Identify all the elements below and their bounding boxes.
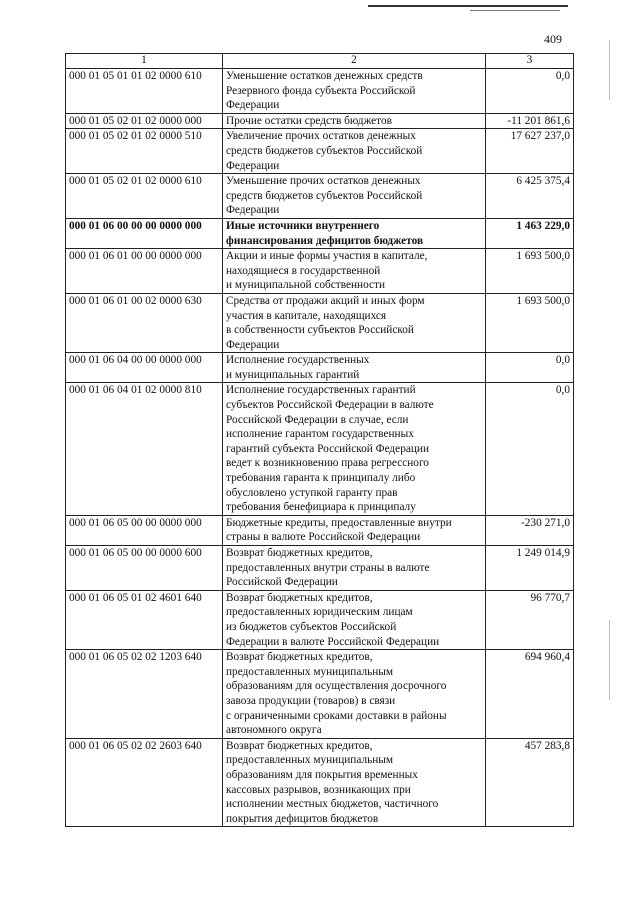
table-row (66, 129, 574, 174)
row-name: Иные источники внутреннего финансирования дефицитов бюджетов (223, 218, 486, 248)
row-code: 000 01 06 04 01 02 0000 810 (66, 383, 223, 515)
table-row (66, 650, 574, 739)
row-name: Исполнение государственных и муниципальных гарантий (223, 353, 486, 383)
row-code: 000 01 05 02 01 02 0000 610 (66, 174, 223, 219)
row-code: 000 01 06 05 02 02 2603 640 (66, 738, 223, 827)
table-row (66, 293, 574, 352)
row-name: Средства от продажи акций и иных форм участия в капитале, находящихся в собственности субъектов Российской Федерации (223, 293, 486, 352)
table-row (66, 546, 574, 591)
row-code: 000 01 06 00 00 00 0000 000 (66, 218, 223, 248)
row-code: 000 01 06 05 00 00 0000 600 (66, 546, 223, 591)
row-name: Возврат бюджетных кредитов, предоставленных внутри страны в валюте Российской Федерации (223, 546, 486, 591)
row-value: -230 271,0 (486, 515, 574, 545)
row-name: Прочие остатки средств бюджетов (223, 113, 486, 129)
row-name: Исполнение государственных гарантий субъектов Российской Федерации в валюте Российской Федерации в случае, если исполнение гарантом государственных гарантий субъекта Российской Федерации ведет к возникновению права регрессного требования гаранта к принципалу либо обусловлено уступкой гаранту прав требования бенефициара к принципалу (223, 383, 486, 515)
row-value: 17 627 237,0 (486, 129, 574, 174)
column-header-code: 1 (66, 54, 223, 69)
row-code: 000 01 06 05 02 02 1203 640 (66, 650, 223, 739)
top-rule-thin (470, 10, 560, 11)
row-value: 0,0 (486, 383, 574, 515)
row-name: Уменьшение прочих остатков денежных средств бюджетов субъектов Российской Федерации (223, 174, 486, 219)
row-value: 6 425 375,4 (486, 174, 574, 219)
top-rule (368, 5, 568, 7)
row-value: 96 770,7 (486, 590, 574, 649)
row-value: 457 283,8 (486, 738, 574, 827)
row-code: 000 01 05 02 01 02 0000 000 (66, 113, 223, 129)
table-body (66, 69, 574, 827)
row-name: Бюджетные кредиты, предоставленные внутри страны в валюте Российской Федерации (223, 515, 486, 545)
column-header-name: 2 (223, 54, 486, 69)
row-name: Увеличение прочих остатков денежных средств бюджетов субъектов Российской Федерации (223, 129, 486, 174)
table-row (66, 515, 574, 545)
row-code: 000 01 06 05 01 02 4601 640 (66, 590, 223, 649)
table-row (66, 174, 574, 219)
scan-edge-mark (609, 620, 610, 700)
row-code: 000 01 06 04 00 00 0000 000 (66, 353, 223, 383)
row-name: Возврат бюджетных кредитов, предоставленных муниципальным образованиям для осуществления досрочного завоза продукции (товаров) в связи с ограниченными сроками доставки в районы автономного округа (223, 650, 486, 739)
row-code: 000 01 06 05 00 00 0000 000 (66, 515, 223, 545)
row-value: 1 693 500,0 (486, 249, 574, 294)
row-value: 0,0 (486, 69, 574, 114)
row-code: 000 01 06 01 00 02 0000 630 (66, 293, 223, 352)
table-row (66, 113, 574, 129)
row-value: 1 693 500,0 (486, 293, 574, 352)
column-header-value: 3 (486, 54, 574, 69)
table-row (66, 249, 574, 294)
table-row (66, 69, 574, 114)
row-name: Акции и иные формы участия в капитале, находящиеся в государственной и муниципальной собственности (223, 249, 486, 294)
table-row (66, 383, 574, 515)
row-value: 0,0 (486, 353, 574, 383)
row-value: 694 960,4 (486, 650, 574, 739)
row-value: -11 201 861,6 (486, 113, 574, 129)
row-name: Возврат бюджетных кредитов, предоставленных юридическим лицам из бюджетов субъектов Российской Федерации в валюте Российской Федерации (223, 590, 486, 649)
table-row (66, 738, 574, 827)
row-code: 000 01 06 01 00 00 0000 000 (66, 249, 223, 294)
row-name: Уменьшение остатков денежных средств Резервного фонда субъекта Российской Федерации (223, 69, 486, 114)
scan-edge-mark (609, 40, 610, 100)
page-number: 409 (544, 32, 562, 46)
row-value: 1 249 014,9 (486, 546, 574, 591)
table-row (66, 218, 574, 248)
table-row (66, 353, 574, 383)
row-code: 000 01 05 01 01 02 0000 610 (66, 69, 223, 114)
row-code: 000 01 05 02 01 02 0000 510 (66, 129, 223, 174)
row-name: Возврат бюджетных кредитов, предоставленных муниципальным образованиям для покрытия временных кассовых разрывов, возникающих при исполнении местных бюджетов, частичного покрытия дефицитов бюджетов (223, 738, 486, 827)
table-row (66, 590, 574, 649)
table-header-row (66, 54, 574, 69)
row-value: 1 463 229,0 (486, 218, 574, 248)
budget-sources-table (65, 53, 574, 827)
